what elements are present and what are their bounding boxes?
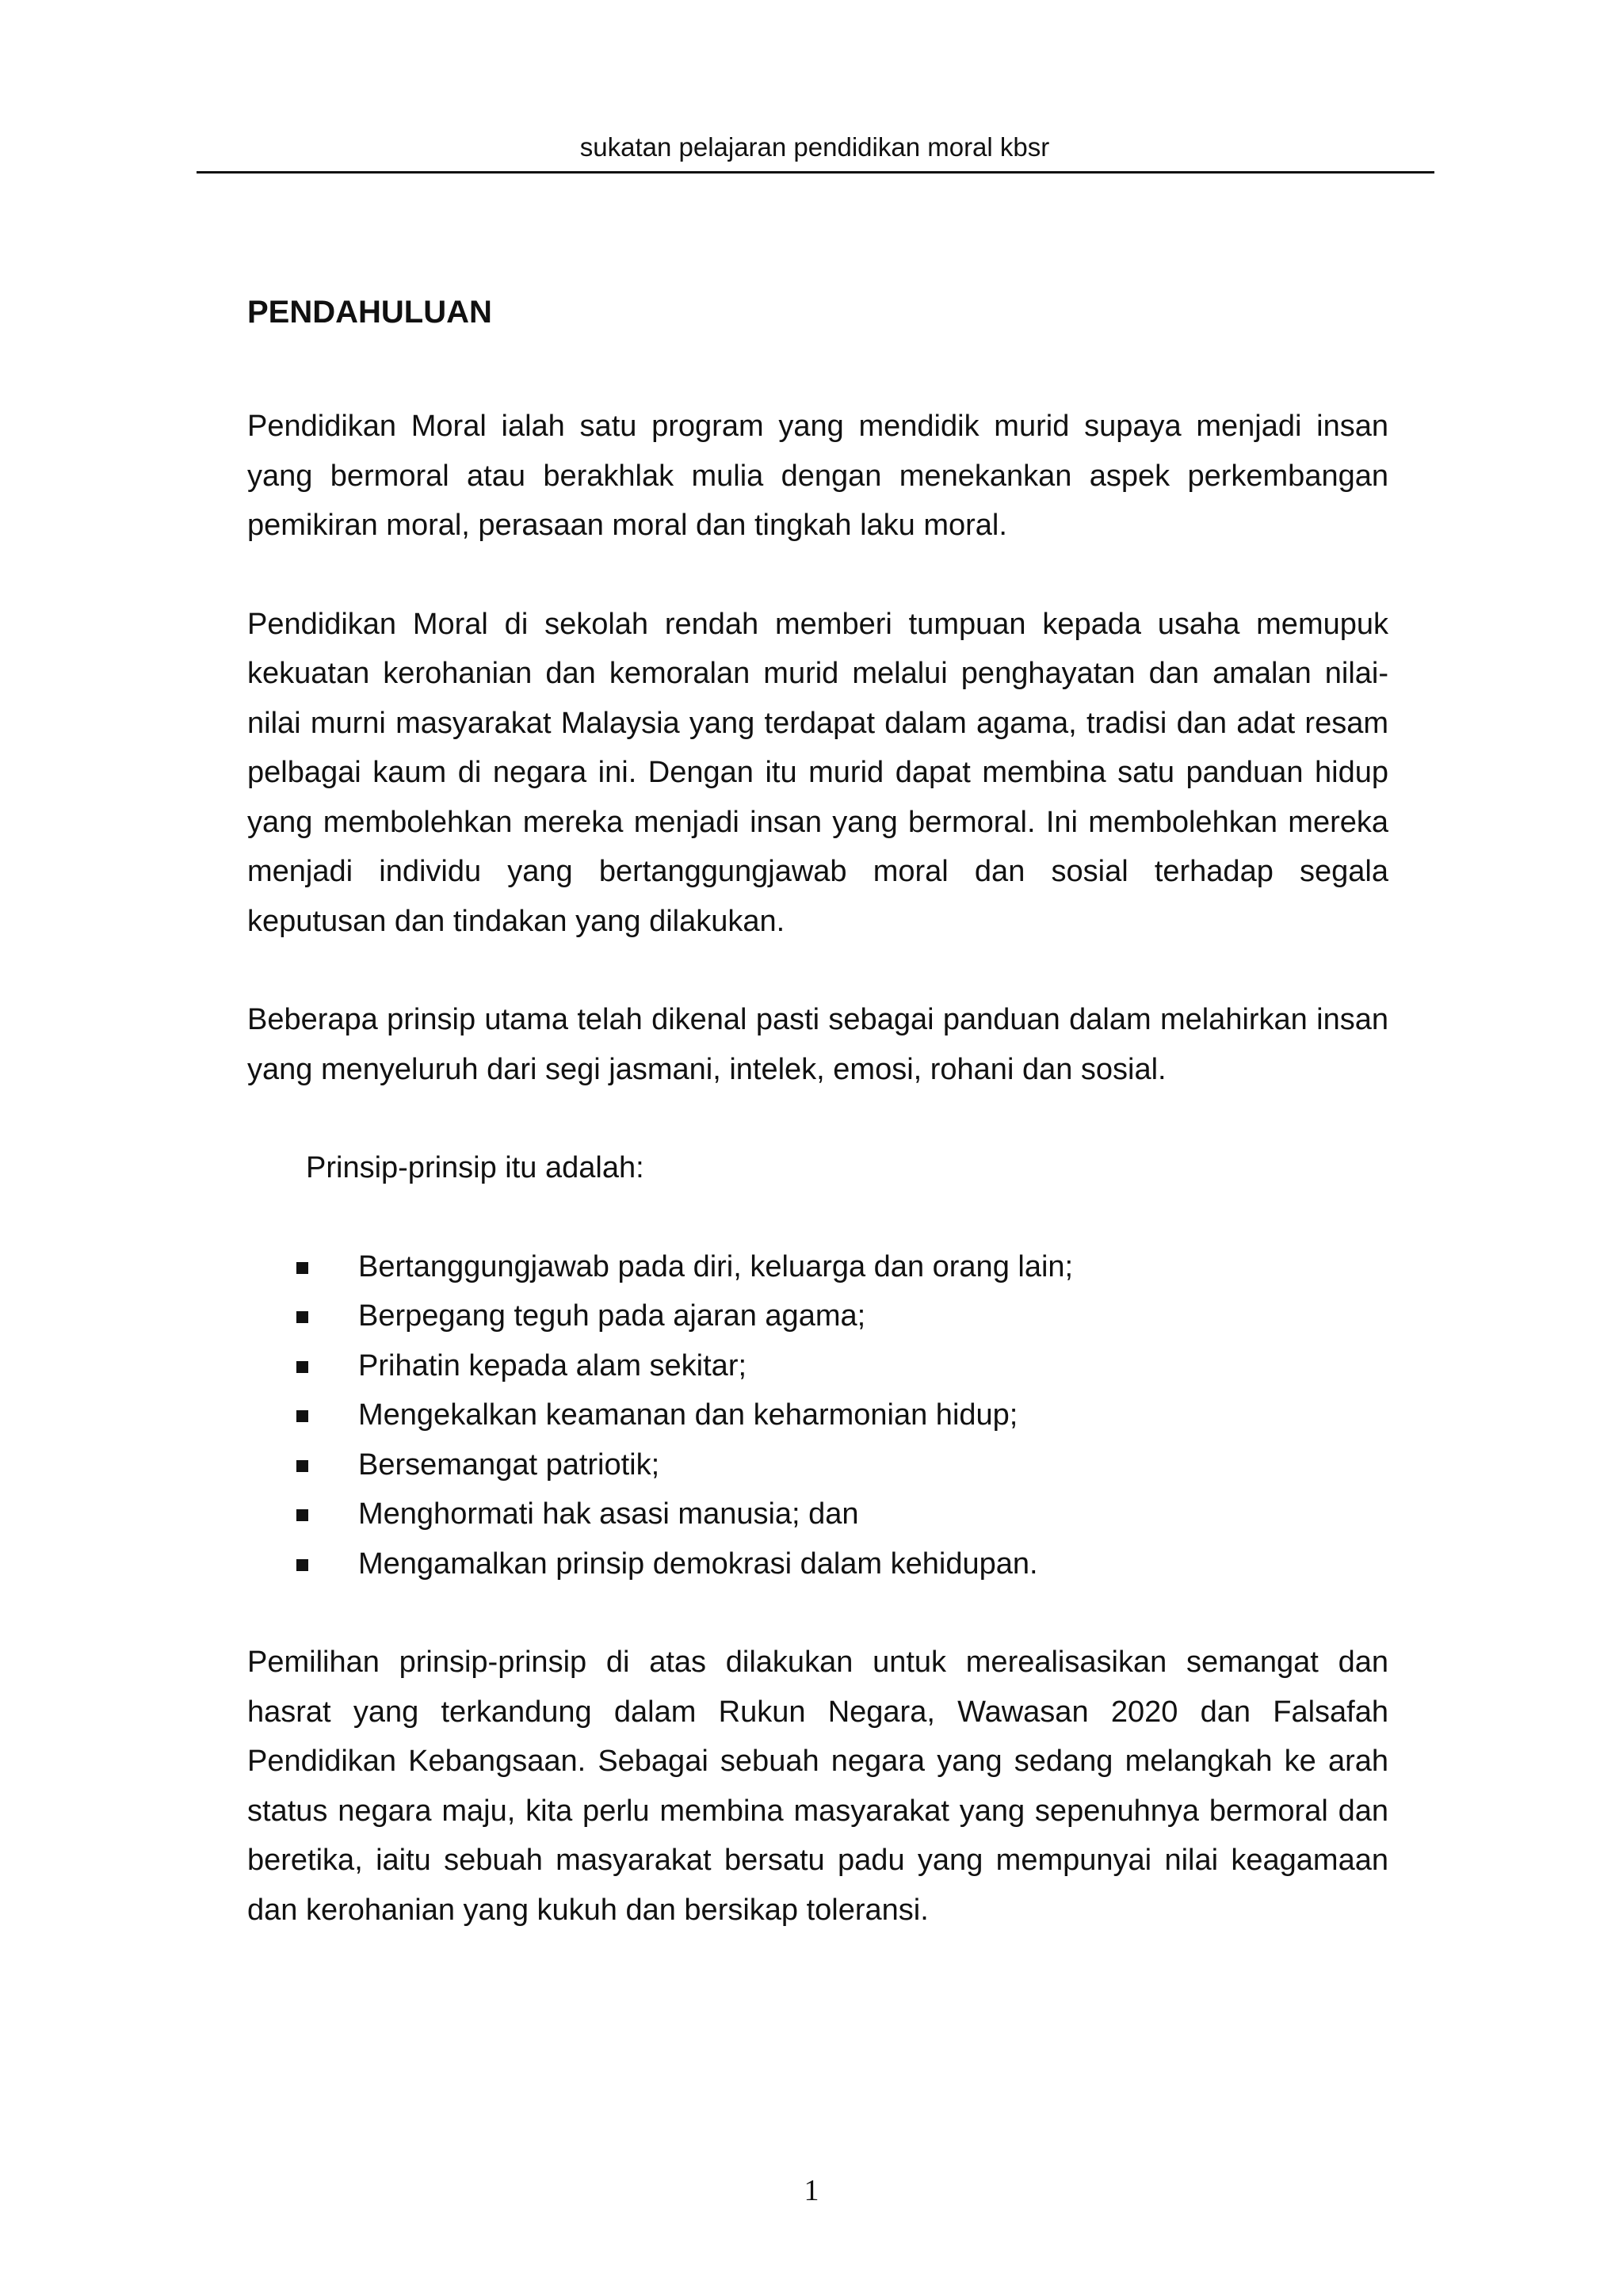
square-bullet-icon xyxy=(296,1262,308,1274)
square-bullet-icon xyxy=(296,1311,308,1323)
list-item xyxy=(247,1489,1388,1539)
list-item-text: Bersemangat patriotik; xyxy=(358,1447,660,1482)
square-bullet-icon xyxy=(296,1460,308,1472)
list-item xyxy=(247,1539,1388,1589)
list-item-text: Mengekalkan keamanan dan keharmonian hidup; xyxy=(358,1398,1018,1432)
square-bullet-icon xyxy=(296,1361,308,1373)
principles-intro: Prinsip-prinsip itu adalah: xyxy=(306,1151,644,1184)
list-item-text: Mengamalkan prinsip demokrasi dalam kehidupan. xyxy=(358,1547,1038,1581)
paragraph-intro: Pendidikan Moral ialah satu program yang mendidik murid supaya menjadi insan yang bermoral atau berakhlak mulia dengan menekankan aspek perkembangan pemikiran moral, perasaan moral dan tingkah laku moral. xyxy=(247,410,1388,542)
list-item xyxy=(247,1341,1388,1391)
header-rule xyxy=(197,171,1434,174)
list-item xyxy=(247,1390,1388,1440)
list-item xyxy=(247,1291,1388,1341)
paragraph-closing: Pemilihan prinsip-prinsip di atas dilakukan untuk merealisasikan semangat dan hasrat yang terkandung dalam Rukun Negara, Wawasan 2020 dan Falsafah Pendidikan Kebangsaan. Sebagai sebuah negara yang sedang melangkah ke arah status negara maju, kita perlu membina masyarakat yang sepenuhnya bermoral dan beretika, iaitu sebuah masyarakat bersatu padu yang mempunyai nilai keagamaan dan kerohanian yang kukuh dan bersikap toleransi. xyxy=(247,1646,1388,1927)
list-item-text: Berpegang teguh pada ajaran agama; xyxy=(358,1299,866,1333)
square-bullet-icon xyxy=(296,1509,308,1521)
square-bullet-icon xyxy=(296,1410,308,1422)
page-number: 1 xyxy=(804,2174,819,2207)
paragraph-principles-lead: Beberapa prinsip utama telah dikenal pasti sebagai panduan dalam melahirkan insan yang menyeluruh dari segi jasmani, intelek, emosi, rohani dan sosial. xyxy=(247,1003,1388,1086)
document-body xyxy=(247,292,1388,1935)
principles-list xyxy=(247,1242,1388,1589)
running-header: sukatan pelajaran pendidikan moral kbsr xyxy=(579,132,1050,162)
paragraph-primary-school: Pendidikan Moral di sekolah rendah memberi tumpuan kepada usaha memupuk kekuatan kerohanian dan kemoralan murid melalui penghayatan dan amalan nilai-nilai murni masyarakat Malaysia yang terdapat dalam agama, tradisi dan adat resam pelbagai kaum di negara ini. Dengan itu murid dapat membina satu panduan hidup yang membolehkan mereka menjadi insan yang bermoral. Ini membolehkan mereka menjadi individu yang bertanggungjawab moral dan sosial terhadap segala keputusan dan tindakan yang dilakukan. xyxy=(247,607,1388,938)
list-item xyxy=(247,1242,1388,1292)
list-item-text: Bertanggungjawab pada diri, keluarga dan orang lain; xyxy=(358,1249,1074,1283)
list-item-text: Menghormati hak asasi manusia; dan xyxy=(358,1497,859,1531)
section-heading: PENDAHULUAN xyxy=(247,295,492,330)
list-item-text: Prihatin kepada alam sekitar; xyxy=(358,1348,747,1383)
square-bullet-icon xyxy=(296,1559,308,1571)
list-item xyxy=(247,1440,1388,1490)
